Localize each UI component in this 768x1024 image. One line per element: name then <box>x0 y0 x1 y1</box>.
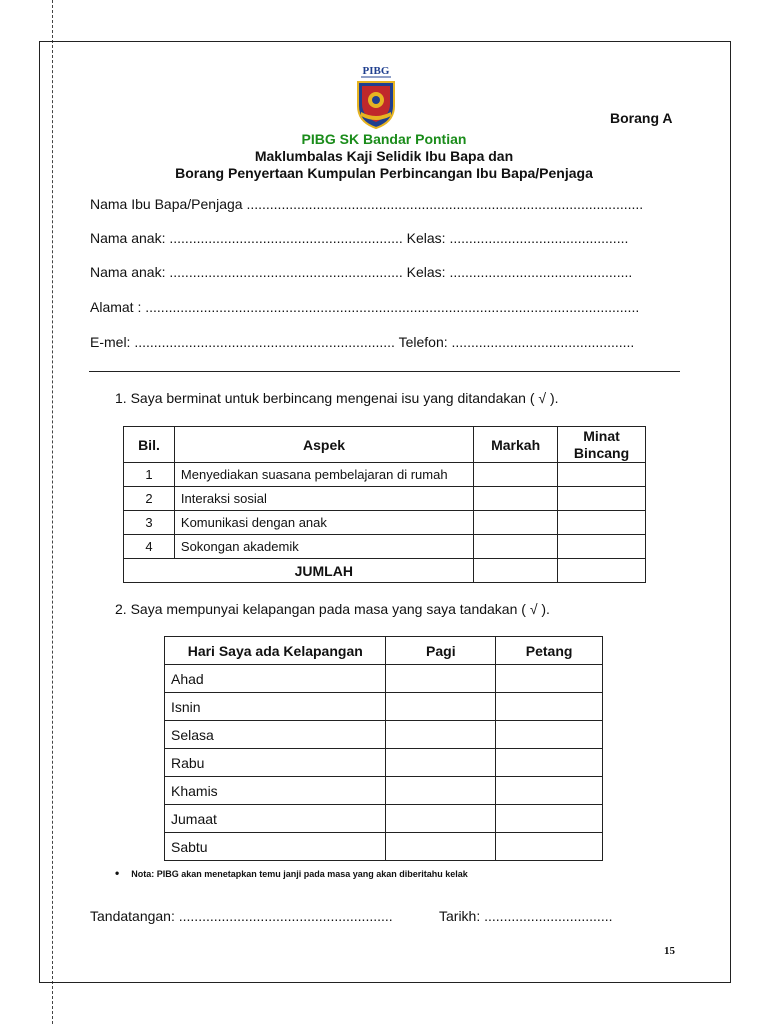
petang-cell[interactable] <box>496 665 603 693</box>
table-row <box>165 805 603 833</box>
pagi-cell[interactable] <box>386 805 496 833</box>
pagi-cell[interactable] <box>386 749 496 777</box>
row-number: 1 <box>124 463 175 487</box>
table-row <box>124 511 646 535</box>
total-minat-cell[interactable] <box>558 559 646 583</box>
row-aspect: Menyediakan suasana pembelajaran di rumah <box>174 463 473 487</box>
petang-cell[interactable] <box>496 749 603 777</box>
pagi-cell[interactable] <box>386 833 496 861</box>
form-title-line1: Maklumbalas Kaji Selidik Ibu Bapa dan <box>254 148 514 164</box>
row-number: 4 <box>124 535 175 559</box>
school-name: PIBG SK Bandar Pontian <box>301 131 467 147</box>
table-row <box>124 487 646 511</box>
total-row <box>124 559 646 583</box>
header-petang: Petang <box>496 637 603 665</box>
pagi-cell[interactable] <box>386 665 496 693</box>
day-label: Khamis <box>165 777 386 805</box>
minat-cell[interactable] <box>558 463 646 487</box>
table-row <box>165 665 603 693</box>
table-row <box>165 777 603 805</box>
minat-cell[interactable] <box>558 535 646 559</box>
aspect-table <box>123 426 646 583</box>
pagi-cell[interactable] <box>386 777 496 805</box>
table-header-row <box>124 427 646 463</box>
table-row <box>165 721 603 749</box>
form-code: Borang A <box>610 110 673 126</box>
signature-field[interactable]: Tandatangan: ....................................................... <box>90 908 393 924</box>
day-label: Isnin <box>165 693 386 721</box>
petang-cell[interactable] <box>496 777 603 805</box>
total-label: JUMLAH <box>174 559 473 583</box>
address-field[interactable]: Alamat : ............................................................................................................................... <box>90 299 640 315</box>
row-number: 2 <box>124 487 175 511</box>
markah-cell[interactable] <box>474 463 558 487</box>
total-spacer <box>124 559 175 583</box>
table-row <box>165 693 603 721</box>
logo-text: PIBG <box>362 65 390 77</box>
header-bil: Bil. <box>124 427 175 463</box>
day-label: Jumaat <box>165 805 386 833</box>
section-divider <box>89 371 680 372</box>
availability-table <box>164 636 603 861</box>
bullet-icon: • <box>115 866 120 880</box>
header-aspek: Aspek <box>174 427 473 463</box>
table-row <box>165 749 603 777</box>
child-name-field-1[interactable]: Nama anak: ............................................................ Kelas: .............................................. <box>90 230 629 246</box>
table-row <box>124 463 646 487</box>
petang-cell[interactable] <box>496 721 603 749</box>
row-aspect: Komunikasi dengan anak <box>174 511 473 535</box>
petang-cell[interactable] <box>496 693 603 721</box>
pagi-cell[interactable] <box>386 721 496 749</box>
page-number: 15 <box>664 945 675 957</box>
table-row <box>124 535 646 559</box>
markah-cell[interactable] <box>474 487 558 511</box>
markah-cell[interactable] <box>474 511 558 535</box>
header-pagi: Pagi <box>386 637 496 665</box>
header-minat: Minat Bincang <box>558 427 646 463</box>
parent-name-field[interactable]: Nama Ibu Bapa/Penjaga ...................................................................................................... <box>90 196 644 212</box>
day-label: Ahad <box>165 665 386 693</box>
email-phone-field[interactable]: E-mel: ................................................................... Telefon: ............................................... <box>90 334 635 350</box>
question-1: 1. Saya berminat untuk berbincang mengenai isu yang ditandakan ( √ ). <box>115 390 559 406</box>
row-number: 3 <box>124 511 175 535</box>
petang-cell[interactable] <box>496 833 603 861</box>
note <box>115 866 468 880</box>
pagi-cell[interactable] <box>386 693 496 721</box>
day-label: Selasa <box>165 721 386 749</box>
note-text: Nota: PIBG akan menetapkan temu janji pada masa yang akan diberitahu kelak <box>131 869 468 879</box>
row-aspect: Interaksi sosial <box>174 487 473 511</box>
header-hari: Hari Saya ada Kelapangan <box>165 637 386 665</box>
table-row <box>165 833 603 861</box>
date-field[interactable]: Tarikh: ................................. <box>439 908 613 924</box>
markah-cell[interactable] <box>474 535 558 559</box>
petang-cell[interactable] <box>496 805 603 833</box>
header-markah: Markah <box>474 427 558 463</box>
child-name-field-2[interactable]: Nama anak: ............................................................ Kelas: ............................................... <box>90 264 633 280</box>
form-title-line2: Borang Penyertaan Kumpulan Perbincangan Ibu Bapa/Penjaga <box>175 165 593 181</box>
day-label: Rabu <box>165 749 386 777</box>
row-aspect: Sokongan akademik <box>174 535 473 559</box>
total-markah-cell[interactable] <box>474 559 558 583</box>
table-header-row <box>165 637 603 665</box>
minat-cell[interactable] <box>558 487 646 511</box>
minat-cell[interactable] <box>558 511 646 535</box>
day-label: Sabtu <box>165 833 386 861</box>
pibg-logo <box>355 64 397 130</box>
question-2: 2. Saya mempunyai kelapangan pada masa yang saya tandakan ( √ ). <box>115 601 550 617</box>
